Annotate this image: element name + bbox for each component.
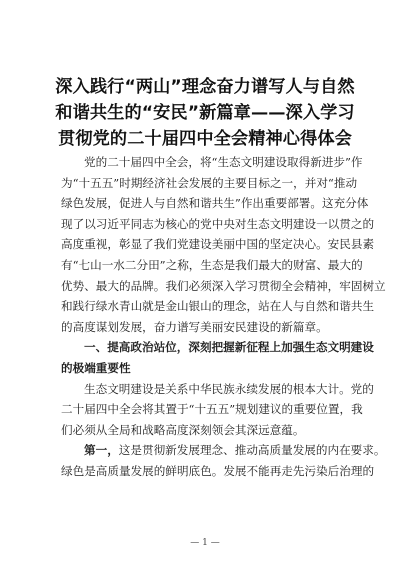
paragraph-line: 高度重视，彰显了我们党建设美丽中国的坚定决心。安民县素	[61, 237, 375, 252]
document-title	[40, 74, 370, 152]
paragraph-line: 优势、最大的品牌。我们必须深入学习贯彻全会精神，牢固树立	[61, 278, 386, 293]
title-line-3: 贯彻党的二十届四中全会精神心得体会	[58, 129, 352, 149]
paragraph-section-1	[61, 379, 374, 441]
paragraph-line: 绿色是高质量发展的鲜明底色。发展不能再走先污染后治理的	[61, 463, 375, 478]
paragraph-line: 有“七山一水二分田”之称，生态是我们最大的财富、最大的	[61, 257, 363, 272]
point-text: 这是贯彻新发展理念、推动高质量发展的内在要求。	[118, 443, 386, 458]
paragraph-line: 绿色发展，促进人与自然和谐共生”作出重要部署。这充分体	[61, 196, 369, 211]
paragraph-line: 党的二十届四中全会，将“生态文明建设取得新进步”作	[84, 155, 363, 169]
title-line-2: 和谐共生的“安民”新篇章——深入学习	[55, 103, 355, 123]
paragraph-first-point	[61, 440, 386, 481]
title-line-1: 深入践行“两山”理念奋力谱写人与自然	[55, 77, 355, 97]
paragraph-line: 为“十五五”时期经济社会发展的主要目标之一，并对“推动	[61, 175, 358, 190]
paragraph-line: 生态文明建设是关系中华民族永续发展的根本大计。党的	[84, 381, 374, 396]
paragraph-line: 们必须从全局和战略高度深刻领会其深远意蕴。	[61, 422, 305, 437]
paragraph-line: 现了以习近平同志为核心的党中央对生态文明建设一以贯之的	[61, 216, 375, 231]
paragraph-line: 和践行绿水青山就是金山银山的理念，站在人与自然和谐共生	[61, 299, 375, 314]
paragraph-line: 的高度谋划发展，奋力谱写美丽安民建设的新篇章。	[61, 319, 328, 334]
paragraph-intro	[61, 152, 386, 337]
heading-line: 的极端重要性	[61, 360, 131, 375]
paragraph-line	[61, 440, 386, 461]
section-heading-1	[61, 337, 374, 378]
heading-line: 一、提高政治站位，深刻把握新征程上加强生态文明建设	[84, 340, 374, 355]
point-lead: 第一，	[84, 443, 119, 458]
document-body	[61, 152, 386, 482]
paragraph-line: 二十届四中全会将其置于“十五五”规划建议的重要位置，我	[61, 402, 363, 417]
page-number: — 1 —	[190, 538, 220, 548]
